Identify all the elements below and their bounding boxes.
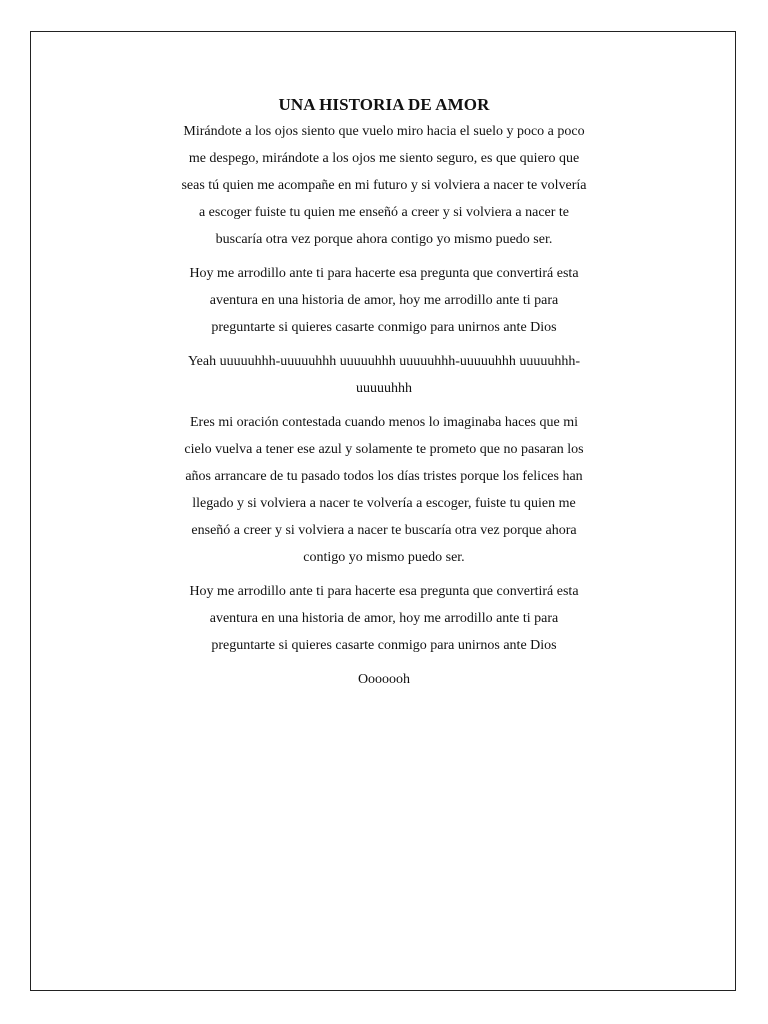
stanza-5: Hoy me arrodillo ante ti para hacerte esa pregunta que convertirá esta aventura en una historia de amor, hoy me arrodillo ante ti para preguntarte si quieres casarte conmigo para unirnos ante Dios bbox=[189, 584, 579, 653]
stanza-4: Eres mi oración contestada cuando menos lo imaginaba haces que mi cielo vuelva a tener ese azul y solamente te prometo que no pasaran los años arrancare de tu pasado todos los días tristes porque los felices han llegado y si volviera a nacer te volvería a escoger, fuiste tu quien me enseñó a creer y si volviera a nacer te buscaría otra vez porque ahora contigo yo mismo puedo ser. bbox=[184, 415, 584, 565]
document-content bbox=[179, 94, 589, 700]
document-page bbox=[30, 31, 736, 991]
stanza-2: Hoy me arrodillo ante ti para hacerte esa pregunta que convertirá esta aventura en una historia de amor, hoy me arrodillo ante ti para preguntarte si quieres casarte conmigo para unirnos ante Dios bbox=[189, 266, 579, 335]
document-title: UNA HISTORIA DE AMOR bbox=[278, 95, 490, 114]
stanza-3: Yeah uuuuuhhh-uuuuuhhh uuuuuhhh uuuuuhhh-uuuuuhhh uuuuuhhh-uuuuuhhh bbox=[187, 354, 581, 396]
stanza-1: Mirándote a los ojos siento que vuelo miro hacia el suelo y poco a poco me despego, mirándote a los ojos me siento seguro, es que quiero que seas tú quien me acompañe en mi futuro y si volviera a nacer te volvería a escoger fuiste tu quien me enseñó a creer y si volviera a nacer te buscaría otra vez porque ahora contigo yo mismo puedo ser. bbox=[181, 124, 587, 247]
stanza-6: Ooooooh bbox=[357, 672, 411, 687]
